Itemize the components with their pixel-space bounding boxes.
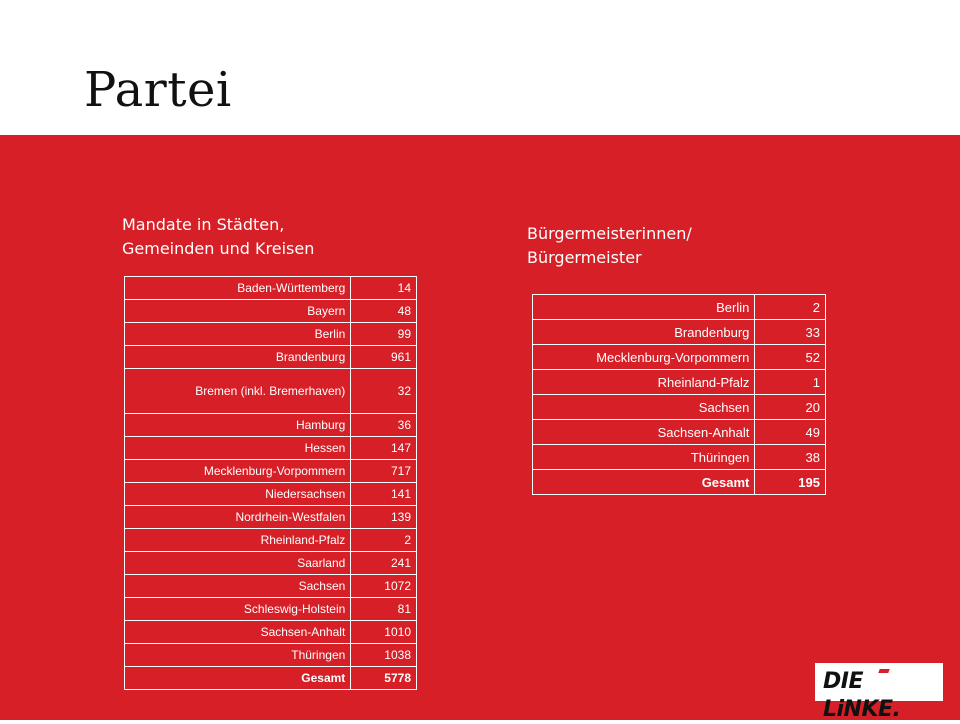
table-row (125, 300, 417, 323)
row-value: 147 (351, 437, 417, 460)
party-logo (815, 663, 943, 722)
right-heading-line2: Bürgermeister (527, 248, 642, 267)
table-row (533, 420, 826, 445)
left-heading (122, 213, 314, 261)
row-value: 2 (755, 295, 826, 320)
row-name: Hessen (125, 437, 351, 460)
row-name: Thüringen (533, 445, 755, 470)
table-row (125, 506, 417, 529)
table-row (125, 414, 417, 437)
row-name: Sachsen-Anhalt (125, 621, 351, 644)
table-row (125, 598, 417, 621)
table-row (125, 575, 417, 598)
row-value: 139 (351, 506, 417, 529)
mandates-table (124, 276, 417, 690)
left-heading-line2: Gemeinden und Kreisen (122, 239, 315, 258)
row-value: 81 (351, 598, 417, 621)
row-name: Thüringen (125, 644, 351, 667)
row-value: 1038 (351, 644, 417, 667)
table-row (125, 437, 417, 460)
row-name: Brandenburg (533, 320, 755, 345)
row-value: 717 (351, 460, 417, 483)
row-value: 52 (755, 345, 826, 370)
row-name: Sachsen (533, 395, 755, 420)
row-value: 48 (351, 300, 417, 323)
total-value: 195 (755, 470, 826, 495)
left-heading-line1: Mandate in Städten, (122, 215, 285, 234)
table-row (125, 277, 417, 300)
row-value: 1 (755, 370, 826, 395)
right-heading (527, 222, 692, 270)
row-value: 32 (351, 369, 417, 414)
row-name: Baden-Württemberg (125, 277, 351, 300)
row-name: Nordrhein-Westfalen (125, 506, 351, 529)
table-row (125, 621, 417, 644)
row-value: 99 (351, 323, 417, 346)
right-heading-line1: Bürgermeisterinnen/ (527, 224, 692, 243)
row-name: Mecklenburg-Vorpommern (125, 460, 351, 483)
total-label: Gesamt (533, 470, 755, 495)
row-name: Rheinland-Pfalz (125, 529, 351, 552)
row-value: 1010 (351, 621, 417, 644)
table-row (125, 552, 417, 575)
row-name: Sachsen-Anhalt (533, 420, 755, 445)
row-value: 20 (755, 395, 826, 420)
page-title: Partei (84, 62, 232, 118)
table-row (533, 345, 826, 370)
table-row (533, 295, 826, 320)
mayors-table (532, 294, 826, 495)
row-name: Schleswig-Holstein (125, 598, 351, 621)
row-value: 38 (755, 445, 826, 470)
row-value: 241 (351, 552, 417, 575)
table-row (533, 445, 826, 470)
row-name: Bayern (125, 300, 351, 323)
table-row (125, 460, 417, 483)
row-value: 49 (755, 420, 826, 445)
table-row (125, 346, 417, 369)
row-name: Niedersachsen (125, 483, 351, 506)
table-row (533, 320, 826, 345)
row-name: Berlin (125, 323, 351, 346)
row-value: 961 (351, 346, 417, 369)
table-row (125, 483, 417, 506)
row-value: 141 (351, 483, 417, 506)
table-row (533, 395, 826, 420)
row-name: Berlin (533, 295, 755, 320)
row-name: Rheinland-Pfalz (533, 370, 755, 395)
row-value: 14 (351, 277, 417, 300)
row-name: Brandenburg (125, 346, 351, 369)
row-name: Sachsen (125, 575, 351, 598)
row-name: Bremen (inkl. Bremerhaven) (125, 369, 351, 414)
table-row (533, 370, 826, 395)
row-name: Mecklenburg-Vorpommern (533, 345, 755, 370)
logo-accent-mark (878, 669, 889, 673)
logo-text: DIE LiNKE. (823, 669, 901, 722)
row-value: 1072 (351, 575, 417, 598)
row-value: 33 (755, 320, 826, 345)
row-value: 2 (351, 529, 417, 552)
table-row (125, 323, 417, 346)
row-name: Saarland (125, 552, 351, 575)
table-row (125, 529, 417, 552)
table-row (125, 369, 417, 414)
table-row (125, 644, 417, 667)
total-value: 5778 (351, 667, 417, 690)
total-row (533, 470, 826, 495)
total-label: Gesamt (125, 667, 351, 690)
row-value: 36 (351, 414, 417, 437)
total-row (125, 667, 417, 690)
row-name: Hamburg (125, 414, 351, 437)
